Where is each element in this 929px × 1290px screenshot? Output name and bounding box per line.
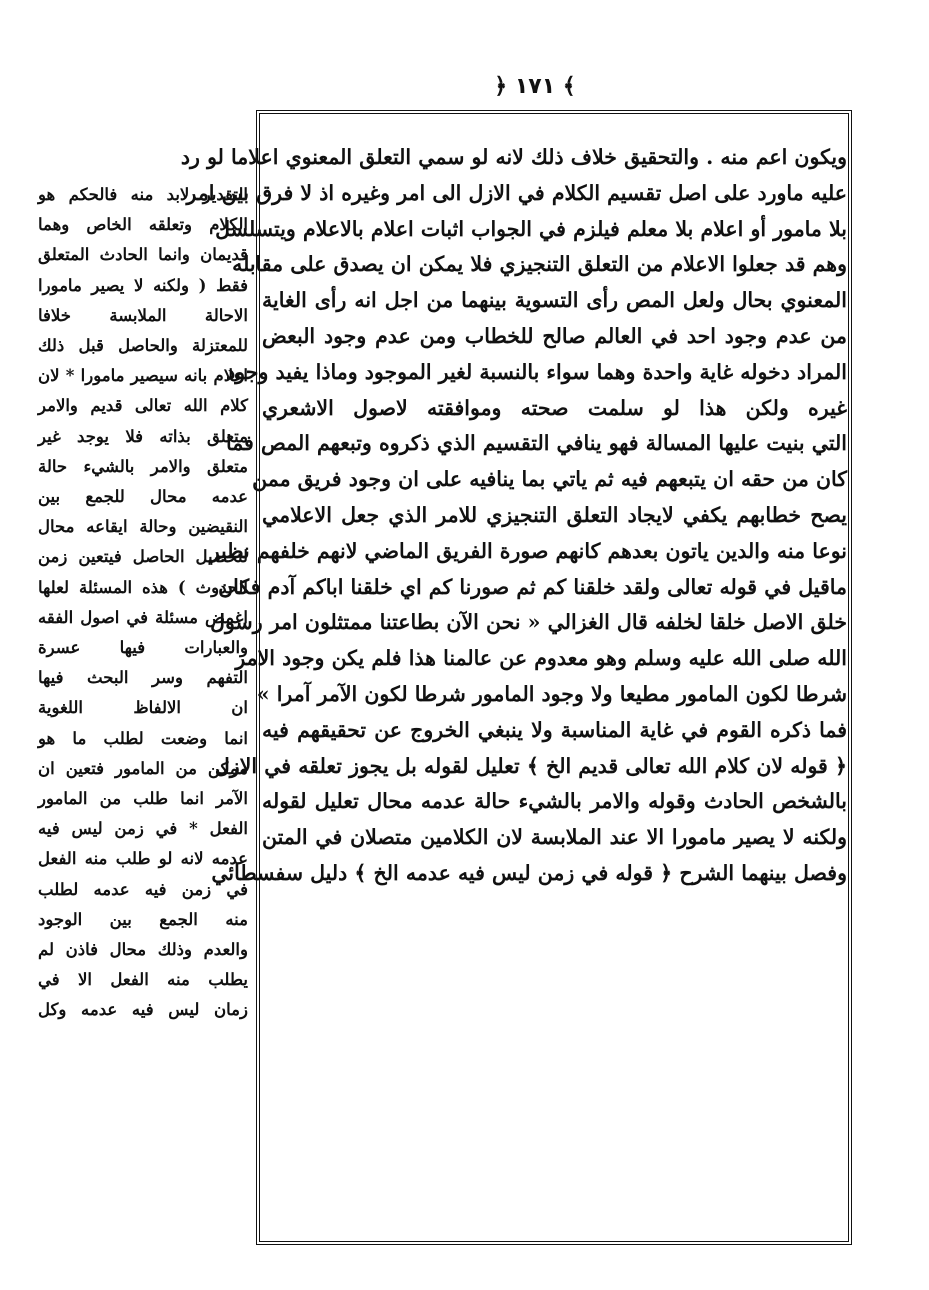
margin-text-line: فقط ( ولكنه لا يصير مامورا <box>38 275 248 295</box>
main-text-line: التي بنيت عليها المسالة فهو ينافي التقسيم الذي ذكروه وتبعهم المص فما <box>225 431 847 456</box>
margin-text-line: الآمر انما طلب من المامور <box>38 789 248 809</box>
main-text-line: خلق الاصل خلقا لخلفه قال الغزالي « نحن الآن بطاعتنا ممتثلون امر رسول <box>210 610 847 635</box>
main-text-line: عليه ماورد على اصل تقسيم الكلام في الازل الى امر وغيره اذ لا فرق بين امر <box>186 180 847 205</box>
main-text-line: الله صلى الله عليه وسلم وهو معدوم عن عالمنا هذا فلم يكن وجود الامر <box>235 646 847 671</box>
margin-text-line: عدمه لانه لو طلب منه الفعل <box>38 849 248 869</box>
margin-text-line: متعلق والامر بالشيء حالة <box>38 456 248 476</box>
margin-text-line: النقيضين وحالة ايقاعه محال <box>38 517 248 537</box>
margin-text-line: ممكن من المامور فتعين ان <box>38 758 248 778</box>
margin-text-line: متعلق بذاته فلا يوجد غير <box>38 426 248 446</box>
margin-text-line: في زمن فيه عدمه لطلب <box>38 879 248 899</box>
main-text-line: وفصل بينهما الشرح ﴿ قوله في زمن ليس فيه عدمه الخ ﴾ دليل سفسطائي <box>211 860 847 885</box>
margin-text-line: التقدير لابد منه فالحكم هو <box>38 185 248 204</box>
main-text-line: بالشخص الحادث وقوله والامر بالشيء حالة عدمه محال تعليل لقوله <box>262 789 847 814</box>
page-number: ﴿ ١٧١ ﴾ <box>494 74 576 99</box>
margin-text-line: كلام الله تعالى قديم والامر <box>38 396 248 416</box>
margin-text-line: للمعتزلة والحاصل قبل ذلك <box>38 336 248 356</box>
main-text-line: ماقيل في قوله تعالى ولقد خلقنا كم ثم صورنا كم اي خلقنا اباكم آدم فكان <box>218 574 847 599</box>
margin-text-line: اغمض مسئلة في اصول الفقه <box>38 607 248 627</box>
main-text-line: المراد دخوله غاية واحدة وهما سواء بالنسبة لغير الموجود وماذا يفيد وجود <box>226 359 847 384</box>
margin-text-line: الاحالة الملابسة خلافا <box>38 305 248 325</box>
margin-text-line: عدمه محال للجمع بين <box>38 487 248 507</box>
main-text-line: يصح خطابهم يكفي لايجاد التعلق التنجيزي للامر الذي جعل الاعلامي <box>262 502 847 527</box>
margin-text-line: انما وضعت لطلب ما هو <box>38 728 248 748</box>
margin-text-line: منه الجمع بين الوجود <box>38 909 248 929</box>
margin-commentary <box>38 180 248 1026</box>
margin-text-line: الكلام وتعلقه الخاص وهما <box>38 215 248 235</box>
main-text-line: فما ذكره القوم في غاية المناسبة ولا ينبغي الخروج عن تحقيقهم فيه <box>262 717 847 742</box>
margin-text-line: يطلب منه الفعل الا في <box>38 970 248 990</box>
main-text-line: المعنوي بحال ولعل المص رأى التسوية بينهما من اجل انه رأى الغاية <box>262 288 847 313</box>
main-text-line: كان من حقه ان يتبعهم فيه ثم ياتي بما ينافيه على ان وجود فريق ممن <box>252 467 847 492</box>
margin-text-line: اعلام بانه سيصير مامورا * لان <box>38 366 248 386</box>
main-text-line: بلا مامور أو اعلام بلا معلم فيلزم في الجواب اثبات اعلام بالاعلام ويتسلسل <box>215 216 847 241</box>
margin-text-line: والعبارات فيها عسرة <box>38 638 248 658</box>
main-text-line: ويكون اعم منه . والتحقيق خلاف ذلك لانه لو سمي التعلق المعنوي اعلاما لو رد <box>180 145 847 169</box>
margin-text-line: لتحصيل الحاصل فيتعين زمن <box>38 547 248 567</box>
margin-text-line: والعدم وذلك محال فاذن لم <box>38 940 248 960</box>
main-text-line: وهم قد جعلوا الاعلام من التعلق التنجيزي فلا يمكن ان يصدق على مقابله <box>232 252 847 277</box>
margin-text-line: الفعل * في زمن ليس فيه <box>38 819 248 839</box>
margin-text-line: الحدوث ) هذه المسئلة لعلها <box>38 577 248 597</box>
margin-text-line: التفهم وسر البحث فيها <box>38 668 248 688</box>
margin-text-line: ان الالفاظ اللغوية <box>38 698 248 718</box>
main-text-line: من عدم وجود احد في العالم صالح للخطاب ومن عدم وجود البعض <box>262 323 847 348</box>
main-text-line: ﴿ قوله لان كلام الله تعالى قديم الخ ﴾ تعليل لقوله بل يجوز تعلقه في الازل <box>214 753 847 778</box>
main-text-line: ولكنه لا يصير مامورا الا عند الملابسة لان الكلامين متصلان في المتن <box>262 825 847 850</box>
margin-text-line: قديمان وانما الحادث المتعلق <box>38 245 248 265</box>
main-text-block <box>180 140 847 892</box>
main-text-line: نوعا منه والدين ياتون بعدهم كانهم صورة الفريق الماضي لانهم خلفهم نظير <box>209 538 847 563</box>
main-text-line: غيره ولكن هذا لو سلمت صحته وموافقته لاصول الاشعري <box>262 395 847 420</box>
margin-text-line: زمان ليس فيه عدمه وكل <box>38 1000 248 1020</box>
main-text-line: شرطا لكون المامور مطيعا ولا وجود المامور شرطا لكون الآمر آمرا » <box>256 681 847 706</box>
